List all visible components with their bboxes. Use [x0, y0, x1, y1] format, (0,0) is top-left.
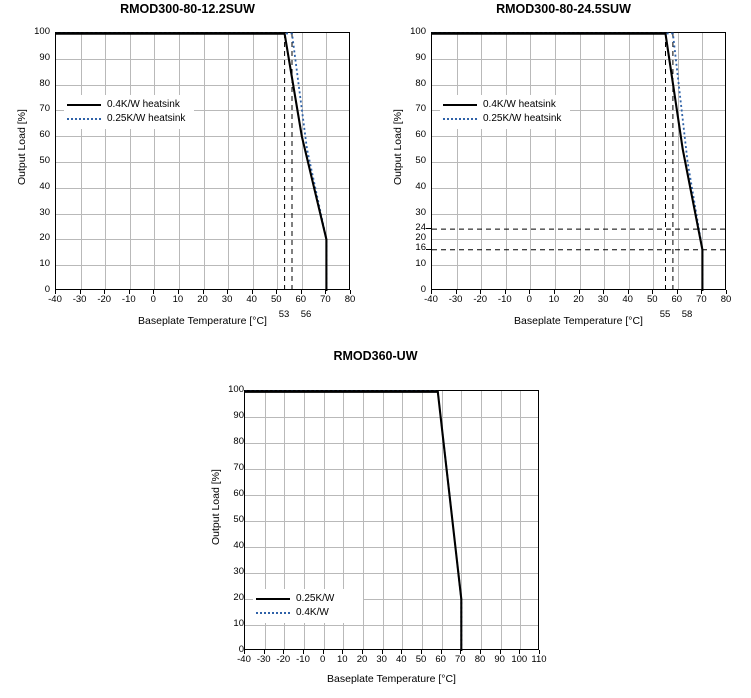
annotation-55: 55 [659, 309, 671, 320]
x-axis-label: Baseplate Temperature [°C] [514, 315, 643, 327]
y-tick-label: 50 [415, 155, 426, 166]
x-tick-label: -40 [48, 294, 62, 305]
y-tick-label: 30 [415, 206, 426, 218]
series-line-0-25kw [56, 34, 326, 292]
plot-area [55, 32, 350, 290]
x-tick-label: 30 [221, 294, 233, 305]
series-layer [432, 33, 727, 291]
y-tick-label: 100 [228, 384, 244, 395]
y-tick-label: 40 [415, 180, 426, 192]
y-tick-mark [426, 228, 431, 229]
y-tick-label: 20 [233, 592, 244, 603]
y-tick-label: 10 [415, 258, 426, 270]
y-tick-label: 0 [44, 284, 50, 295]
legend-swatch-dotted-icon [256, 612, 290, 614]
chart-rmod360-uw [188, 345, 563, 695]
y-tick-label: 70 [39, 103, 50, 115]
y-tick-mark [426, 249, 431, 250]
x-tick-label: -40 [237, 654, 251, 665]
legend [253, 589, 363, 623]
y-tick-label: 10 [233, 618, 244, 629]
legend-swatch-solid-icon [256, 598, 290, 600]
x-tick-label: 20 [573, 294, 584, 305]
legend-label: 0.25K/W [296, 593, 335, 604]
x-tick-label: 100 [511, 654, 528, 665]
x-axis-label: Baseplate Temperature [°C] [138, 315, 267, 327]
y-tick-label: 0 [238, 644, 244, 655]
legend-swatch-dotted-icon [443, 118, 477, 120]
x-tick-label: 10 [337, 654, 348, 665]
x-tick-label: 70 [320, 294, 331, 305]
x-tick-label: 110 [531, 654, 547, 665]
x-tick-label: 40 [246, 294, 257, 305]
x-tick-label: -10 [497, 294, 512, 305]
x-tick-label: -10 [121, 294, 136, 305]
y-tick-label: 20 [39, 232, 50, 244]
y-tick-label: 80 [415, 77, 426, 89]
x-tick-label: 80 [344, 294, 356, 305]
x-tick-label: 90 [494, 654, 505, 665]
legend-label: 0.25K/W heatsink [483, 113, 562, 124]
x-tick-label: -20 [473, 294, 488, 305]
x-tick-label: 20 [197, 294, 208, 305]
x-tick-label: 70 [455, 654, 466, 665]
legend-item [443, 98, 566, 112]
x-tick-label: 80 [474, 654, 486, 665]
x-tick-label: 0 [150, 294, 156, 305]
chart-title: RMOD300-80-12.2SUW [120, 2, 255, 16]
y-tick-label: 60 [233, 488, 244, 499]
y-tick-label: 10 [39, 258, 50, 270]
legend-item [67, 112, 190, 126]
x-axis-label: Baseplate Temperature [°C] [327, 673, 456, 685]
legend [64, 95, 194, 129]
x-tick-label: 50 [271, 294, 282, 305]
annotation-56: 56 [300, 309, 312, 320]
legend-item [256, 592, 359, 606]
x-tick-label: 20 [356, 654, 368, 665]
y-tick-label: 90 [233, 410, 244, 421]
legend-label: 0.4K/W heatsink [483, 99, 556, 110]
legend-item [256, 606, 359, 620]
x-tick-label: -30 [72, 294, 87, 305]
x-tick-label: 0 [320, 654, 326, 665]
x-tick-label: 30 [597, 294, 609, 305]
x-tick-label: -20 [97, 294, 112, 305]
plot-area [431, 32, 726, 290]
x-tick-label: 70 [696, 294, 707, 305]
legend-swatch-solid-icon [443, 104, 477, 106]
y-tick-label-16: 16 [415, 242, 426, 254]
y-tick-label: 90 [415, 51, 426, 63]
y-tick-label: 0 [420, 284, 426, 295]
x-tick-label: -20 [276, 654, 291, 665]
y-tick-label: 80 [233, 436, 244, 447]
y-tick-label: 24 [415, 221, 426, 233]
chart-title: RMOD300-80-24.5SUW [496, 2, 631, 16]
chart-rmod300-80-12-2suw [0, 0, 375, 335]
legend [440, 95, 570, 129]
chart-rmod300-80-24-5suw [376, 0, 751, 335]
y-axis-label: Output Load [%] [16, 109, 28, 185]
y-tick-label: 90 [39, 51, 50, 63]
x-tick-label: -40 [424, 294, 438, 305]
x-tick-label: 80 [720, 294, 732, 305]
series-line-0-25kw [432, 34, 702, 292]
x-tick-label: 50 [647, 294, 658, 305]
legend-label: 0.4K/W [296, 607, 329, 618]
series-layer [56, 33, 351, 291]
legend-swatch-dotted-icon [67, 118, 101, 120]
legend-item [443, 112, 566, 126]
y-tick-label: 20 [415, 232, 426, 244]
y-tick-label: 80 [39, 77, 50, 89]
series-line-0-4kw [432, 34, 702, 291]
legend-label: 0.4K/W heatsink [107, 99, 180, 110]
y-tick-label: 60 [39, 129, 50, 141]
plot-area [244, 390, 539, 650]
y-tick-label: 30 [39, 206, 50, 218]
y-tick-label: 70 [415, 103, 426, 115]
annotation-58: 58 [681, 309, 693, 320]
x-tick-label: -30 [256, 654, 271, 665]
series-line-0-4kw [56, 34, 326, 291]
x-tick-label: 0 [526, 294, 532, 305]
y-tick-label: 100 [34, 26, 50, 37]
legend-item [67, 98, 190, 112]
legend-swatch-solid-icon [67, 104, 101, 106]
y-tick-label: 50 [233, 514, 244, 525]
y-tick-label: 100 [410, 26, 426, 37]
x-tick-label: 40 [622, 294, 633, 305]
annotation-53: 53 [278, 309, 290, 320]
legend-label: 0.25K/W heatsink [107, 113, 186, 124]
x-tick-label: 60 [295, 294, 307, 305]
y-tick-label: 30 [233, 566, 244, 577]
x-tick-label: 30 [376, 654, 387, 665]
y-axis-label: Output Load [%] [392, 109, 404, 185]
y-tick-label: 50 [39, 155, 50, 166]
y-tick-label: 70 [233, 462, 244, 473]
chart-title: RMOD360-UW [333, 349, 418, 363]
x-tick-label: 60 [435, 654, 446, 665]
y-tick-label: 40 [233, 540, 244, 551]
x-tick-label: 60 [671, 294, 683, 305]
x-tick-label: -10 [296, 654, 310, 665]
x-tick-label: 10 [548, 294, 560, 305]
y-tick-label: 40 [39, 180, 50, 192]
x-tick-label: -30 [448, 294, 463, 305]
y-tick-label: 60 [415, 129, 426, 141]
y-axis-label: Output Load [%] [210, 469, 222, 545]
x-tick-label: 40 [396, 654, 407, 665]
x-tick-label: 50 [415, 654, 427, 665]
x-tick-label: 10 [172, 294, 184, 305]
